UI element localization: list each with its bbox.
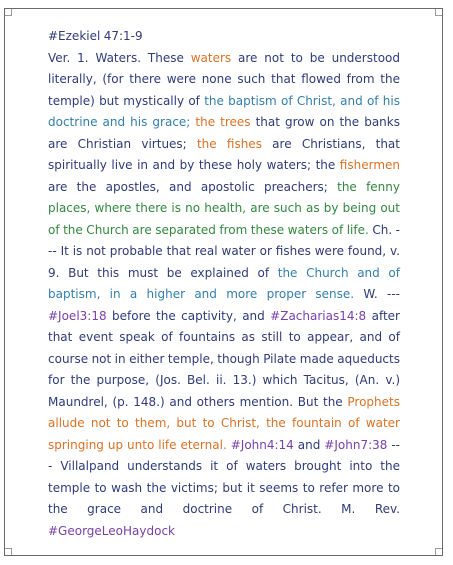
text-segment: are Christians, that spiritually live in and by these holy waters; the: [48, 136, 400, 172]
hashtag-link[interactable]: #Joel3:18: [48, 308, 107, 323]
margin-corner-mark: [435, 548, 442, 555]
text-segment: --- Villalpand understands it of waters brought into the temple to wash the victims; but it seems to refer more to the grace and doctrine of Christ. M. Rev.: [48, 437, 400, 516]
commentary-paragraph: [48, 48, 400, 543]
hashtag-link[interactable]: #GeorgeLeoHaydock: [48, 523, 175, 538]
text-segment: the baptism of Christ, and of his doctrine and his grace;: [48, 93, 400, 129]
verse-reference-heading: #Ezekiel 47:1-9: [48, 29, 143, 43]
text-segment: after that event speak of fountains as still to appear, and of course not in either temple, though Pilate made aqueducts for the purpose, (Jos. Bel. ii. 13.) which Tacitus, (An. v.) Maundrel, (p. 148.) and others mention. But the: [48, 308, 400, 409]
text-segment: the fenny places, where there is no health, are such as by being out of the Church are separated from these waters of life.: [48, 179, 400, 237]
hashtag-link[interactable]: #John7:38: [324, 437, 388, 452]
text-segment: Prophets allude not to them, but to Christ, the fountain of water springing up unto life eternal.: [48, 394, 400, 452]
text-segment: Ver. 1. Waters. These: [48, 50, 191, 65]
text-segment: Ch. --- It is not probable that real water or fishes were found, v. 9. But this must be explained of: [48, 222, 400, 280]
text-segment: are the apostles, and apostolic preachers;: [48, 179, 338, 194]
text-segment: the Church and of baptism, in a higher and more proper sense.: [48, 265, 400, 301]
hashtag-link[interactable]: #Zacharias14:8: [270, 308, 367, 323]
text-segment: the fishes: [196, 136, 262, 151]
text-segment: fishermen: [339, 158, 400, 172]
text-segment: that grow on the banks are Christian virtues;: [48, 115, 400, 151]
text-segment: W. ---: [354, 287, 401, 301]
margin-corner-mark: [5, 9, 12, 16]
commentary-text-block[interactable]: [48, 26, 400, 542]
text-segment: before the captivity, and: [106, 308, 271, 323]
hashtag-link[interactable]: #John4:14: [230, 437, 294, 452]
margin-corner-mark: [435, 9, 442, 16]
text-segment: the trees: [195, 115, 251, 129]
text-segment: are not to be understood literally, (for there were none such that flowed from the temple) but mystically of: [48, 50, 401, 108]
text-segment: waters: [190, 50, 232, 65]
text-segment: and: [293, 437, 325, 452]
margin-corner-mark: [5, 548, 12, 555]
